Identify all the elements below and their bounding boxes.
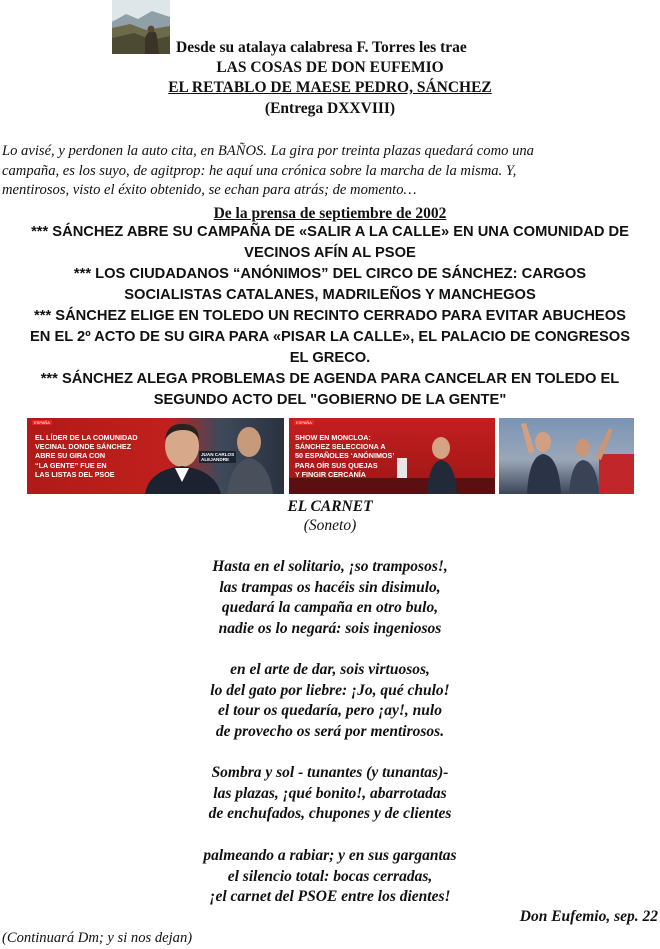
intro-line: campaña, es los suyo, de agitprop: he aquí una crónica sobre la marcha de la misma. Y, [2, 162, 517, 179]
verse-line: palmeando a rabiar; y en sus gargantas [203, 847, 457, 864]
headline [0, 222, 660, 264]
headline [0, 264, 660, 306]
headlines-list [0, 222, 660, 411]
name-line: ALEJANDRE [201, 457, 230, 462]
header-line-1: Desde su atalaya calabresa F. Torres les trae [176, 39, 467, 56]
headline-line: *** SÁNCHEZ ELIGE EN TOLEDO UN RECINTO CERRADO PARA EVITAR ABUCHEOS [34, 308, 626, 324]
headline-line: EN EL 2º ACTO DE SU GIRA PARA «PISAR LA CALLE», EL PALACIO DE CONGRESOS [29, 329, 630, 345]
name-line: JUAN CARLOS [201, 452, 235, 457]
author-signature: Don Eufemio, sep. 22 [519, 908, 658, 925]
verse-line: las trampas os hacéis sin disimulo, [219, 578, 441, 596]
news-image-1 [27, 418, 284, 494]
section-tag: ESPAÑA [34, 420, 50, 425]
intro-line: Lo avisé, y perdonen la auto cita, en BAÑOS. La gira por treinta plazas quedará como una [2, 143, 534, 159]
headline [0, 306, 660, 369]
verse-line: Hasta en el solitario, ¡so tramposos!, [212, 558, 448, 575]
headline-line: *** SÁNCHEZ ALEGA PROBLEMAS DE AGENDA PARA CANCELAR EN TOLEDO EL [40, 371, 620, 387]
image-1-caption [35, 433, 138, 479]
verse-line: Sombra y sol - tunantes (y tunantas)- [211, 764, 449, 781]
verse-line: el tour os quedaría, pero ¡ay!, nulo [218, 702, 442, 720]
caption-line: PARA OÍR SUS QUEJAS [295, 460, 378, 470]
verse-line: en el arte de dar, sois virtuosos, [230, 661, 430, 678]
caption-line: ABRE SU GIRA CON [35, 451, 106, 461]
headline [0, 369, 660, 411]
headline-line: *** SÁNCHEZ ABRE SU CAMPAÑA DE «SALIR A LA CALLE» EN UNA COMUNIDAD DE [31, 224, 629, 240]
header [0, 0, 660, 125]
caption-line: VECINAL DONDE SÁNCHEZ [35, 442, 132, 452]
press-section-title: De la prensa de septiembre de 2002 [213, 205, 447, 222]
poem-stanza-3 [0, 763, 660, 825]
news-image-3 [499, 418, 634, 494]
header-line-2: LAS COSAS DE DON EUFEMIO [216, 59, 444, 76]
poem-stanza-4 [0, 846, 660, 908]
headline-line: SEGUNDO ACTO DEL "GOBIERNO DE LA GENTE" [153, 392, 507, 408]
headline-line: SOCIALISTAS CATALANES, MADRILEÑOS Y MANCHEGOS [124, 287, 536, 303]
landscape-photo-icon [112, 0, 170, 54]
crowd-photo-icon [499, 418, 634, 494]
headline-line: *** LOS CIUDADANOS “ANÓNIMOS” DEL CIRCO DE SÁNCHEZ: CARGOS [73, 266, 587, 282]
caption-line: “LA GENTE” FUE EN [35, 460, 107, 470]
header-line-4: (Entrega DXXVIII) [264, 100, 396, 117]
verse-line: las plazas, ¡qué bonito!, abarrotadas [213, 784, 447, 802]
continuation-note: (Continuará Dm; y si nos dejan) [2, 930, 193, 946]
intro-line: mentirosos, visto el éxito obtenido, se echan para atrás; de momento… [2, 182, 417, 198]
section-tag: ESPAÑA [296, 420, 312, 425]
caption-line: SÁNCHEZ SELECCIONA A [295, 442, 386, 452]
caption-line: SHOW EN MONCLOA: [295, 433, 371, 442]
verse-line: quedará la campaña en otro bulo, [221, 599, 439, 617]
verse-line: de provecho os será por mentirosos. [215, 722, 445, 740]
verse-line: ¡el carnet del PSOE entre los dientes! [209, 888, 451, 906]
verse-line: el silencio total: bocas cerradas, [227, 867, 433, 885]
caption-line: LAS LISTAS DEL PSOE [35, 469, 115, 479]
headline-line: VECINOS AFÍN AL PSOE [244, 245, 416, 261]
poem-title: EL CARNET [287, 498, 373, 515]
caption-line: 50 ESPAÑOLES ‘ANÓNIMOS’ [295, 451, 395, 461]
image-1-name-label [199, 451, 236, 463]
news-image-2 [289, 418, 495, 494]
verse-line: de enchufados, chupones y de clientes [208, 805, 452, 823]
author-avatar-photo [112, 0, 170, 54]
verse-line: nadie os lo negará: sois ingeniosos [218, 619, 442, 637]
intro-paragraph [2, 142, 660, 201]
headline-line: EL GRECO. [289, 350, 371, 366]
caption-line: Y FINGIR CERCANÍA [295, 469, 366, 479]
image-2-caption [295, 433, 394, 479]
poem-subtitle: (Soneto) [303, 517, 357, 534]
poem-stanza-1 [0, 557, 660, 639]
news-image-strip [27, 418, 634, 494]
header-line-3: EL RETABLO DE MAESE PEDRO, SÁNCHEZ [168, 79, 492, 96]
verse-line: lo del gato por liebre: ¡Jo, qué chulo! [210, 681, 450, 699]
caption-line: EL LÍDER DE LA COMUNIDAD [35, 433, 138, 442]
poem-stanza-2 [0, 660, 660, 742]
